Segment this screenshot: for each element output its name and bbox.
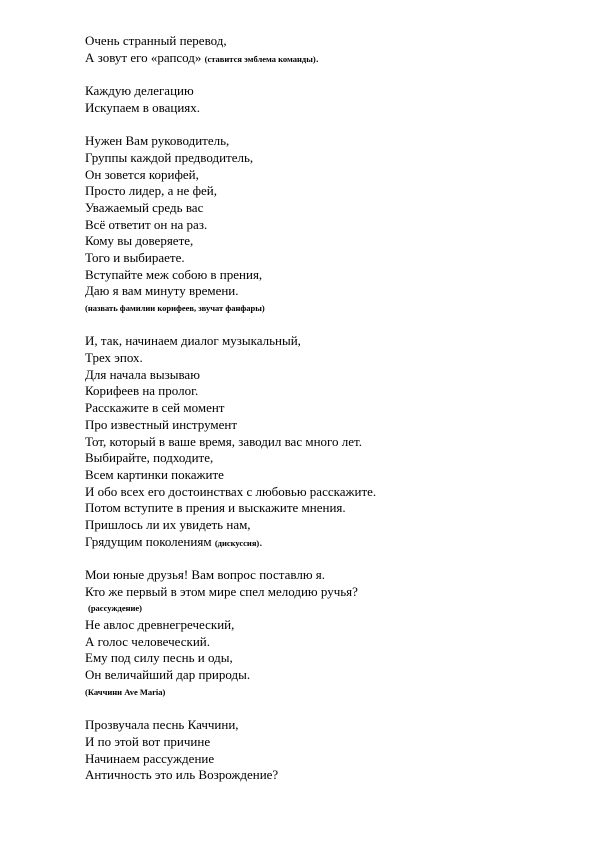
- text-line: Уважаемый средь вас: [85, 199, 204, 215]
- text-line: Расскажите в сей момент: [85, 400, 225, 416]
- stanza-4: [85, 333, 565, 550]
- text-line: Искупаем в овациях.: [85, 99, 201, 115]
- text-line: Кто же первый в этом мире спел мелодию ручья?: [85, 583, 358, 599]
- text-line: [85, 50, 565, 67]
- text-line: И, так, начинаем диалог музыкальный,: [85, 333, 301, 349]
- stanza-1: [85, 33, 565, 66]
- text-line: [85, 534, 565, 551]
- text-line: Трех эпох.: [85, 350, 143, 366]
- text-line-end: .: [315, 49, 319, 65]
- stanza-6: [85, 717, 565, 784]
- text-line-main: А зовут его «рапсод»: [85, 49, 205, 65]
- text-line: Всем картинки покажите: [85, 466, 224, 482]
- stage-direction: (рассуждение): [88, 603, 143, 614]
- text-line: Корифеев на пролог.: [85, 383, 199, 399]
- text-line: Про известный инструмент: [85, 416, 238, 432]
- text-line: Он величайший дар природы.: [85, 667, 251, 683]
- text-line: Не авлос древнегреческий,: [85, 617, 235, 633]
- text-line: Потом вступите в прения и выскажите мнения.: [85, 500, 346, 516]
- text-line: Тот, который в ваше время, заводил вас много лет.: [85, 433, 362, 449]
- stage-direction: (назвать фамилии корифеев, звучат фанфары): [85, 303, 265, 313]
- stage-direction: (Каччини Ave Maria): [85, 686, 166, 697]
- text-line: Для начала вызываю: [85, 366, 200, 382]
- text-line: Выбирайте, подходите,: [85, 450, 214, 466]
- text-line: Просто лидер, а не фей,: [85, 183, 217, 199]
- text-line: Начинаем рассуждение: [85, 750, 215, 766]
- poem-text: [85, 33, 565, 784]
- text-line-main: Грядущим поколениям: [85, 533, 215, 549]
- text-line: Пришлось ли их увидеть нам,: [85, 516, 251, 532]
- stanza-5: [85, 567, 565, 701]
- text-line: Ему под силу песнь и оды,: [85, 650, 233, 666]
- text-line: Даю я вам минуту времени.: [85, 283, 239, 299]
- text-line: Он зовется корифей,: [85, 166, 199, 182]
- text-line: И обо всех его достоинствах с любовью расскажите.: [85, 483, 377, 499]
- stage-direction: (ставится эмблема команды): [204, 53, 316, 64]
- text-line: Того и выбираете.: [85, 249, 185, 265]
- text-line: И по этой вот причине: [85, 733, 211, 749]
- text-line: А голос человеческий.: [85, 633, 210, 649]
- text-line: Всё ответит он на раз.: [85, 216, 208, 232]
- text-line: Нужен Вам руководитель,: [85, 133, 230, 149]
- text-line: Прозвучала песнь Каччини,: [85, 717, 239, 733]
- text-line: Очень странный перевод,: [85, 33, 227, 48]
- text-line: Группы каждой предводитель,: [85, 149, 254, 165]
- stanza-2: [85, 83, 565, 116]
- text-line: Античность это иль Возрождение?: [85, 767, 279, 783]
- stanza-3: [85, 133, 565, 317]
- text-line: Каждую делегацию: [85, 83, 194, 99]
- text-line: Вступайте меж собою в прения,: [85, 266, 263, 282]
- text-line: Кому вы доверяете,: [85, 233, 194, 249]
- text-line-end: .: [259, 533, 263, 549]
- stage-direction: (дискуссия): [214, 537, 260, 548]
- text-line: Мои юные друзья! Вам вопрос поставлю я.: [85, 567, 326, 582]
